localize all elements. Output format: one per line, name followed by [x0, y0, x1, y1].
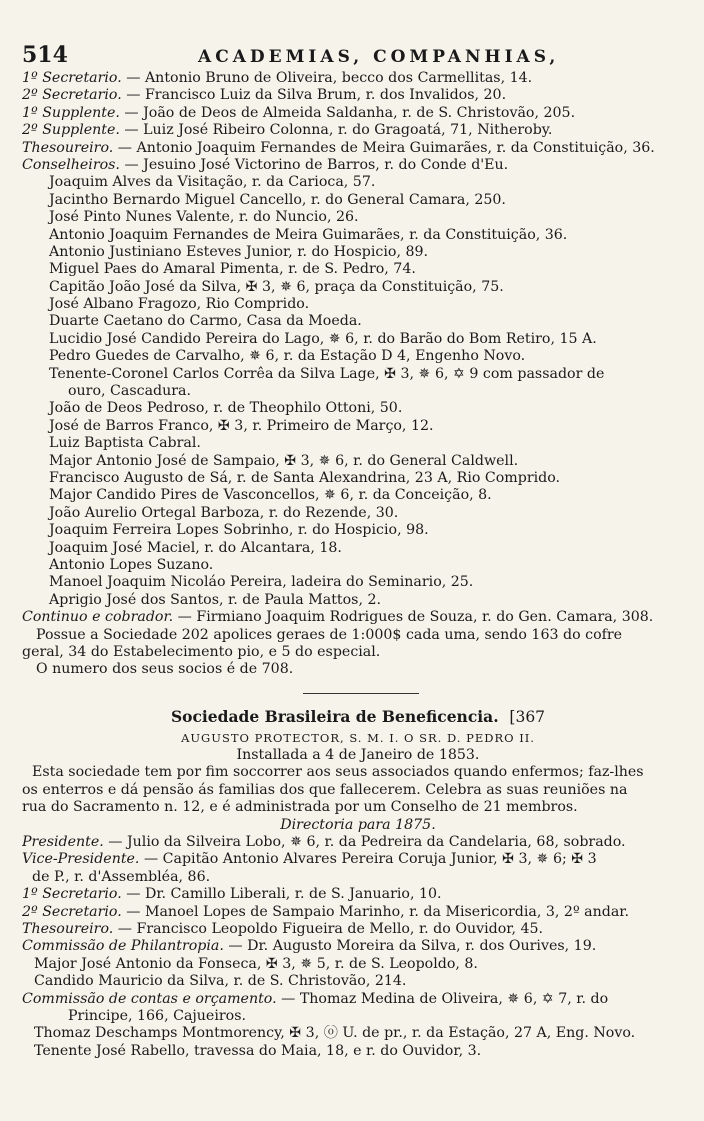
officer-line: 1º Secretario. — Dr. Camillo Liberali, r. de S. Januario, 10. [22, 886, 442, 903]
member-line: José Albano Fragozo, Rio Comprido. [49, 296, 310, 313]
paragraph-line: Esta sociedade tem por fim soccorrer aos seus associados quando enfermos; faz-lhes [32, 764, 644, 781]
directoria-heading: Directoria para 1875. [280, 816, 436, 833]
paragraph-line: os enterros e dá pensão ás familias dos que fallecerem. Celebra as suas reuniões na [22, 781, 628, 798]
member-line: Tenente José Rabello, travessa do Maia, 18, e r. do Ouvidor, 3. [34, 1042, 482, 1059]
officer-line-continuation: Principe, 166, Cajueiros. [68, 1007, 246, 1024]
officer-line: Presidente. — Julio da Silveira Lobo, ✵ 6, r. da Pedreira da Candelaria, 68, sobrado. [22, 834, 626, 851]
member-line: Luiz Baptista Cabral. [49, 435, 201, 452]
member-line: Tenente-Coronel Carlos Corrêa da Silva Lage, ✠ 3, ✵ 6, ✡ 9 com passador de [49, 365, 605, 382]
page-number: 514 [22, 42, 68, 68]
member-line: João de Deos Pedroso, r. de Theophilo Ottoni, 50. [49, 400, 403, 417]
protector-line: AUGUSTO PROTECTOR, S. M. I. O SR. D. PEDRO II. [181, 730, 535, 745]
officer-line: 2º Secretario. — Manoel Lopes de Sampaio Marinho, r. da Misericordia, 3, 2º andar. [22, 903, 630, 920]
member-line: Francisco Augusto de Sá, r. de Santa Alexandrina, 23 A, Rio Comprido. [49, 469, 561, 486]
member-line: Joaquim José Maciel, r. do Alcantara, 18. [49, 539, 342, 556]
officer-line: 1º Supplente. — João de Deos de Almeida Saldanha, r. de S. Christovão, 205. [22, 104, 576, 121]
member-line-continuation: ouro, Cascadura. [68, 383, 191, 400]
member-line: Joaquim Alves da Visitação, r. da Carioca, 57. [49, 174, 376, 191]
officer-line: Thesoureiro. — Francisco Leopoldo Figueira de Mello, r. do Ouvidor, 45. [22, 920, 544, 937]
installed-line: Installada a 4 de Janeiro de 1853. [236, 747, 480, 764]
paragraph-line: rua do Sacramento n. 12, e é administrada por um Conselho de 21 membros. [22, 799, 578, 816]
member-line: Joaquim Ferreira Lopes Sobrinho, r. do Hospicio, 98. [49, 522, 429, 539]
member-line: Candido Mauricio da Silva, r. de S. Christovão, 214. [34, 973, 407, 990]
member-line: Miguel Paes do Amaral Pimenta, r. de S. Pedro, 74. [49, 261, 416, 278]
member-line: Capitão João José da Silva, ✠ 3, ✵ 6, praça da Constituição, 75. [49, 278, 504, 295]
member-line: Antonio Lopes Suzano. [49, 556, 214, 573]
running-title: ACADEMIAS, COMPANHIAS, [198, 47, 560, 67]
continuo-line: Continuo e cobrador. — Firmiano Joaquim Rodrigues de Souza, r. do Gen. Camara, 308. [22, 609, 654, 626]
officer-line: Commissão de contas e orçamento. — Thomaz Medina de Oliveira, ✵ 6, ✡ 7, r. do [22, 990, 609, 1007]
officer-line: 1º Secretario. — Antonio Bruno de Oliveira, becco dos Carmellitas, 14. [22, 70, 533, 86]
member-line: José Pinto Nunes Valente, r. do Nuncio, 26. [49, 209, 359, 226]
member-line: Antonio Justiniano Esteves Junior, r. do Hospicio, 89. [49, 243, 429, 260]
member-line: Jacintho Bernardo Miguel Cancello, r. do General Camara, 250. [49, 191, 506, 208]
paragraph-line: Possue a Sociedade 202 apolices geraes de 1:000$ cada uma, sendo 163 do cofre [36, 626, 623, 643]
member-line: José de Barros Franco, ✠ 3, r. Primeiro de Março, 12. [49, 417, 434, 434]
section-divider [303, 693, 419, 694]
officer-line: 2º Secretario. — Francisco Luiz da Silva Brum, r. dos Invalidos, 20. [22, 87, 507, 104]
member-line: Duarte Caetano do Carmo, Casa da Moeda. [49, 313, 362, 330]
section-title: Sociedade Brasileira de Beneficencia. [367 [170, 706, 546, 726]
officer-line: Commissão de Philantropia. — Dr. Augusto Moreira da Silva, r. dos Ourives, 19. [22, 938, 597, 955]
officer-line: Conselheiros. — Jesuino José Victorino de Barros, r. do Conde d'Eu. [22, 156, 509, 173]
member-line: João Aurelio Ortegal Barboza, r. do Rezende, 30. [49, 504, 399, 521]
paragraph-line: O numero dos seus socios é de 708. [36, 661, 294, 678]
officer-line-continuation: de P., r. d'Assembléa, 86. [32, 868, 211, 885]
document-page [22, 42, 694, 1060]
officer-line: 2º Supplente. — Luiz José Ribeiro Colonna, r. do Gragoatá, 71, Nitheroby. [22, 122, 553, 139]
member-line: Major José Antonio da Fonseca, ✠ 3, ✵ 5, r. de S. Leopoldo, 8. [34, 955, 478, 972]
member-line: Lucidio José Candido Pereira do Lago, ✵ 6, r. do Barão do Bom Retiro, 15 A. [49, 330, 597, 347]
member-line: Antonio Joaquim Fernandes de Meira Guimarães, r. da Constituição, 36. [49, 226, 568, 243]
officer-line: Thesoureiro. — Antonio Joaquim Fernandes de Meira Guimarães, r. da Constituição, 36. [22, 139, 655, 156]
member-line: Major Antonio José de Sampaio, ✠ 3, ✵ 6, r. do General Caldwell. [49, 452, 519, 469]
member-line: Aprigio José dos Santos, r. de Paula Mattos, 2. [49, 591, 382, 608]
member-line: Major Candido Pires de Vasconcellos, ✵ 6, r. da Conceição, 8. [49, 487, 492, 504]
member-line: Pedro Guedes de Carvalho, ✵ 6, r. da Estação D 4, Engenho Novo. [49, 348, 526, 365]
paragraph-line: geral, 34 do Estabelecimento pio, e 5 do especial. [22, 643, 381, 660]
member-line: Thomaz Deschamps Montmorency, ✠ 3, ⓞ U. de pr., r. da Estação, 27 A, Eng. Novo. [34, 1025, 636, 1042]
officer-line: Vice-Presidente. — Capitão Antonio Alvares Pereira Coruja Junior, ✠ 3, ✵ 6; ✠ 3 [22, 851, 597, 868]
page-header [22, 42, 694, 68]
member-line: Manoel Joaquim Nicoláo Pereira, ladeira do Seminario, 25. [49, 574, 474, 591]
